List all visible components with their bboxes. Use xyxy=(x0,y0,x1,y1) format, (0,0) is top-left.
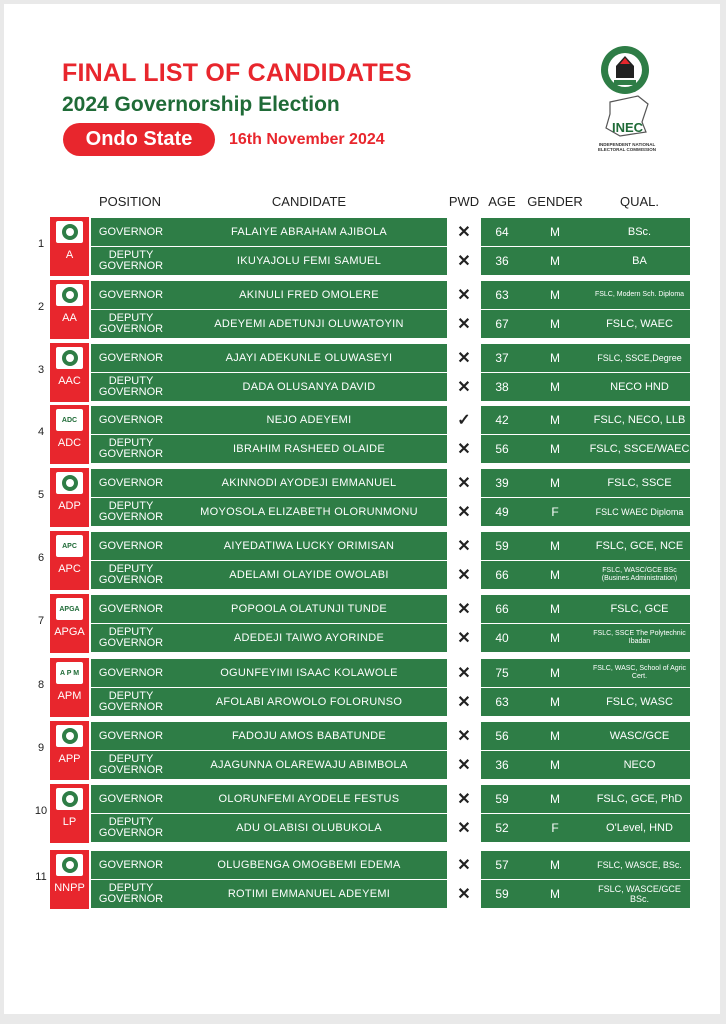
party-abbr: ADC xyxy=(57,437,82,449)
qualification-cell: FSLC, WASCE/GCE BSc. xyxy=(598,884,681,904)
inec-logo-text: INEC xyxy=(612,120,644,135)
age-cell: 75 xyxy=(495,666,509,680)
pwd-cell xyxy=(447,688,481,716)
party-row xyxy=(37,594,690,653)
party-emblem-text xyxy=(56,284,83,306)
pwd-cell xyxy=(447,851,481,879)
inec-logo-subtitle: INDEPENDENT NATIONAL ELECTORAL COMMISSION xyxy=(597,142,657,152)
pwd-cell xyxy=(447,373,481,401)
deputy-governor-line xyxy=(91,688,690,716)
party-row xyxy=(37,343,690,402)
party-emblem-icon xyxy=(56,788,83,810)
qualification-cell: FSLC, WASCE, BSc. xyxy=(597,860,682,870)
row-number: 9 xyxy=(37,742,45,754)
qualification-cell: FSLC, SSCE,Degree xyxy=(597,353,682,363)
party-emblem-icon xyxy=(56,221,83,243)
age-cell: 39 xyxy=(495,476,509,490)
party-abbr: AAC xyxy=(58,375,81,387)
pwd-mark-icon: ✕ xyxy=(457,630,471,647)
party-abbr: AA xyxy=(62,312,77,324)
deputy-governor-line xyxy=(91,814,690,842)
age-cell: 57 xyxy=(495,858,509,872)
candidate-name: ADEDEJI TAIWO AYORINDE xyxy=(233,632,385,644)
position-cell: DEPUTY GOVERNOR xyxy=(98,563,164,586)
age-cell: 52 xyxy=(495,821,509,835)
party-emblem-text xyxy=(56,472,83,494)
age-cell: 66 xyxy=(495,602,509,616)
pwd-mark-icon: ✕ xyxy=(457,253,471,270)
state-badge: Ondo State xyxy=(63,123,215,156)
gender-cell: M xyxy=(550,858,560,872)
party-block xyxy=(50,658,89,717)
pwd-cell xyxy=(447,532,481,560)
candidate-name: FADOJU AMOS BABATUNDE xyxy=(231,730,386,742)
candidate-name: ADU OLABISI OLUBUKOLA xyxy=(236,822,382,834)
position-cell: GOVERNOR xyxy=(98,351,164,364)
qualification-cell: FSLC, WASC/GCE BSc (Busines Administration) xyxy=(601,567,678,582)
gender-cell: M xyxy=(550,413,560,427)
candidate-name: IKUYAJOLU FEMI SAMUEL xyxy=(236,255,382,267)
pwd-cell xyxy=(447,247,481,275)
position-cell: DEPUTY GOVERNOR xyxy=(98,690,164,713)
age-cell: 63 xyxy=(495,695,509,709)
party-block xyxy=(50,280,89,339)
party-abbr: APP xyxy=(58,753,81,765)
pwd-mark-icon: ✕ xyxy=(457,441,471,458)
position-cell: GOVERNOR xyxy=(98,225,164,238)
deputy-governor-line xyxy=(91,435,690,463)
governor-line xyxy=(91,281,690,309)
pwd-mark-icon: ✕ xyxy=(457,504,471,521)
governor-line xyxy=(91,851,690,879)
qualification-cell: O'Level, HND xyxy=(606,822,673,834)
pwd-mark-icon: ✕ xyxy=(457,694,471,711)
governor-line xyxy=(91,532,690,560)
row-number: 6 xyxy=(37,552,45,564)
gender-cell: M xyxy=(550,442,560,456)
qualification-cell: FSLC, NECO, LLB xyxy=(593,414,686,426)
pwd-cell xyxy=(447,751,481,779)
pwd-mark-icon: ✕ xyxy=(457,601,471,618)
age-cell: 59 xyxy=(495,539,509,553)
pwd-cell xyxy=(447,659,481,687)
party-row xyxy=(37,405,690,464)
party-row xyxy=(37,280,690,339)
gender-cell: M xyxy=(550,666,560,680)
party-emblem-text: APC xyxy=(62,542,77,550)
position-cell: GOVERNOR xyxy=(98,792,164,805)
pwd-mark-icon: ✕ xyxy=(457,791,471,808)
position-cell: DEPUTY GOVERNOR xyxy=(98,375,164,398)
pwd-cell xyxy=(447,722,481,750)
position-cell: GOVERNOR xyxy=(98,858,164,871)
gender-cell: M xyxy=(550,568,560,582)
gender-cell: M xyxy=(550,758,560,772)
party-abbr: APC xyxy=(58,563,81,575)
party-emblem-icon xyxy=(56,284,83,306)
pwd-mark-icon: ✕ xyxy=(457,886,471,903)
party-block xyxy=(50,405,89,464)
party-abbr: A xyxy=(65,249,74,261)
row-number: 2 xyxy=(37,301,45,313)
party-emblem-text: APGA xyxy=(59,605,80,613)
governor-line xyxy=(91,218,690,246)
party-abbr: NNPP xyxy=(54,882,85,894)
party-row xyxy=(37,217,690,276)
position-cell: GOVERNOR xyxy=(98,288,164,301)
age-cell: 56 xyxy=(495,442,509,456)
position-cell: GOVERNOR xyxy=(98,729,164,742)
age-cell: 40 xyxy=(495,631,509,645)
qualification-cell: FSLC, GCE xyxy=(610,603,669,615)
row-number: 8 xyxy=(37,679,45,691)
document-subtitle: 2024 Governorship Election xyxy=(62,93,340,116)
party-emblem-text xyxy=(56,788,83,810)
qualification-cell: NECO xyxy=(623,759,656,771)
party-emblem-text xyxy=(56,725,83,747)
gender-cell: M xyxy=(550,792,560,806)
gender-cell: M xyxy=(550,887,560,901)
header-gender: GENDER xyxy=(527,194,583,209)
party-row xyxy=(37,468,690,527)
row-number: 10 xyxy=(34,805,48,817)
party-block xyxy=(50,594,89,653)
pwd-cell xyxy=(447,561,481,589)
age-cell: 36 xyxy=(495,758,509,772)
candidate-name: OLORUNFEMI AYODELE FESTUS xyxy=(218,793,400,805)
age-cell: 63 xyxy=(495,288,509,302)
gender-cell: M xyxy=(550,380,560,394)
qualification-cell: BSc. xyxy=(627,226,652,238)
pwd-cell xyxy=(447,344,481,372)
age-cell: 37 xyxy=(495,351,509,365)
age-cell: 59 xyxy=(495,887,509,901)
header-qual: QUAL. xyxy=(619,194,659,209)
party-emblem-icon xyxy=(56,662,83,684)
pwd-cell xyxy=(447,406,481,434)
party-emblem-icon xyxy=(56,598,83,620)
pwd-cell xyxy=(447,624,481,652)
party-block xyxy=(50,217,89,276)
candidate-name: AKINNODI AYODEJI EMMANUEL xyxy=(221,477,397,489)
position-cell: DEPUTY GOVERNOR xyxy=(98,249,164,272)
position-cell: GOVERNOR xyxy=(98,476,164,489)
party-row xyxy=(37,658,690,717)
party-abbr: APGA xyxy=(54,626,85,638)
age-cell: 36 xyxy=(495,254,509,268)
pwd-cell xyxy=(447,435,481,463)
candidate-name: AJAYI ADEKUNLE OLUWASEYI xyxy=(225,352,393,364)
row-number: 7 xyxy=(37,615,45,627)
pwd-cell xyxy=(447,310,481,338)
qualification-cell: FSLC, SSCE xyxy=(607,477,672,489)
position-cell: DEPUTY GOVERNOR xyxy=(98,816,164,839)
position-cell: GOVERNOR xyxy=(98,539,164,552)
gender-cell: M xyxy=(550,317,560,331)
qualification-cell: FSLC, WASC xyxy=(606,696,673,708)
qualification-cell: WASC/GCE xyxy=(609,730,670,742)
gender-cell: M xyxy=(550,476,560,490)
position-cell: GOVERNOR xyxy=(98,666,164,679)
candidate-name: AJAGUNNA OLAREWAJU ABIMBOLA xyxy=(210,759,408,771)
age-cell: 64 xyxy=(495,225,509,239)
position-cell: DEPUTY GOVERNOR xyxy=(98,882,164,905)
gender-cell: M xyxy=(550,602,560,616)
party-emblem-text: A P M xyxy=(59,669,80,677)
pwd-mark-icon: ✕ xyxy=(457,350,471,367)
pwd-cell xyxy=(447,469,481,497)
position-cell: DEPUTY GOVERNOR xyxy=(98,753,164,776)
pwd-cell xyxy=(447,814,481,842)
candidate-name: IBRAHIM RASHEED OLAIDE xyxy=(232,443,386,455)
deputy-governor-line xyxy=(91,624,690,652)
party-row xyxy=(34,784,690,843)
deputy-governor-line xyxy=(91,880,690,908)
candidate-name: AKINULI FRED OMOLERE xyxy=(239,289,379,301)
row-number: 11 xyxy=(35,871,47,883)
party-emblem-icon xyxy=(56,535,83,557)
position-cell: DEPUTY GOVERNOR xyxy=(98,437,164,460)
gender-cell: F xyxy=(551,821,559,835)
age-cell: 49 xyxy=(495,505,509,519)
party-emblem-text xyxy=(56,221,83,243)
pwd-mark-icon: ✕ xyxy=(457,287,471,304)
pwd-mark-icon: ✕ xyxy=(457,820,471,837)
party-abbr: ADP xyxy=(58,500,81,512)
party-emblem-text xyxy=(56,347,83,369)
position-cell: GOVERNOR xyxy=(98,602,164,615)
party-block xyxy=(50,468,89,527)
header-age: AGE xyxy=(488,194,516,209)
qualification-cell: FSLC, SSCE/WAEC xyxy=(589,443,690,455)
governor-line xyxy=(91,344,690,372)
pwd-mark-icon: ✕ xyxy=(457,224,471,241)
pwd-mark-icon: ✕ xyxy=(457,538,471,555)
deputy-governor-line xyxy=(91,498,690,526)
row-number: 4 xyxy=(37,426,45,438)
qualification-cell: BA xyxy=(632,255,647,267)
pwd-cell xyxy=(447,880,481,908)
party-row xyxy=(37,531,690,590)
party-block xyxy=(50,531,89,590)
party-emblem-icon xyxy=(56,409,83,431)
governor-line xyxy=(91,595,690,623)
qualification-cell: FSLC, WAEC xyxy=(606,318,673,330)
pwd-cell xyxy=(447,498,481,526)
gender-cell: M xyxy=(550,351,560,365)
header-position: POSITION xyxy=(98,194,162,209)
party-emblem-icon xyxy=(56,725,83,747)
pwd-mark-icon: ✕ xyxy=(457,379,471,396)
age-cell: 66 xyxy=(495,568,509,582)
party-row xyxy=(37,721,690,780)
deputy-governor-line xyxy=(91,751,690,779)
row-number: 5 xyxy=(37,489,45,501)
deputy-governor-line xyxy=(91,310,690,338)
election-date: 16th November 2024 xyxy=(229,131,385,148)
pwd-mark-icon: ✕ xyxy=(457,567,471,584)
gender-cell: M xyxy=(550,288,560,302)
header-candidate: CANDIDATE xyxy=(271,194,347,209)
governor-line xyxy=(91,469,690,497)
party-emblem-icon xyxy=(56,472,83,494)
age-cell: 42 xyxy=(495,413,509,427)
age-cell: 59 xyxy=(495,792,509,806)
pwd-mark-icon: ✕ xyxy=(457,757,471,774)
age-cell: 56 xyxy=(495,729,509,743)
pwd-cell xyxy=(447,785,481,813)
pwd-cell xyxy=(447,281,481,309)
candidate-name: POPOOLA OLATUNJI TUNDE xyxy=(231,603,387,615)
age-cell: 67 xyxy=(495,317,509,331)
qualification-cell: NECO HND xyxy=(610,381,669,393)
candidate-name: ADELAMI OLAYIDE OWOLABI xyxy=(229,569,389,581)
governor-line xyxy=(91,659,690,687)
document-page xyxy=(4,4,720,1014)
qualification-cell: FSLC, Modern Sch. Diploma xyxy=(594,291,685,298)
deputy-governor-line xyxy=(91,247,690,275)
candidate-name: OLUGBENGA OMOGBEMI EDEMA xyxy=(217,859,401,871)
governor-line xyxy=(91,722,690,750)
governor-line xyxy=(91,785,690,813)
position-cell: DEPUTY GOVERNOR xyxy=(98,500,164,523)
pwd-cell xyxy=(447,218,481,246)
candidate-name: ADEYEMI ADETUNJI OLUWATOYIN xyxy=(214,318,404,330)
party-block xyxy=(50,721,89,780)
pwd-cell xyxy=(447,595,481,623)
deputy-governor-line xyxy=(91,373,690,401)
pwd-mark-icon: ✕ xyxy=(457,728,471,745)
party-block xyxy=(50,343,89,402)
gender-cell: M xyxy=(550,695,560,709)
qualification-cell: FSLC, GCE, NCE xyxy=(595,540,684,552)
party-abbr: LP xyxy=(62,816,77,828)
position-cell: DEPUTY GOVERNOR xyxy=(98,312,164,335)
position-cell: DEPUTY GOVERNOR xyxy=(98,626,164,649)
pwd-mark-icon: ✕ xyxy=(457,857,471,874)
candidate-name: FALAIYE ABRAHAM AJIBOLA xyxy=(230,226,388,238)
party-emblem-text: ADC xyxy=(61,416,78,424)
deputy-governor-line xyxy=(91,561,690,589)
candidate-name: NEJO ADEYEMI xyxy=(266,414,352,426)
qualification-cell: FSLC, SSCE The Polytechnic Ibadan xyxy=(593,630,686,645)
candidate-name: AFOLABI AROWOLO FOLORUNSO xyxy=(215,696,403,708)
candidate-name: ROTIMI EMMANUEL ADEYEMI xyxy=(227,888,391,900)
party-abbr: APM xyxy=(57,690,82,702)
qualification-cell: FSLC, WASC, School of Agric Cert. xyxy=(592,665,687,680)
gender-cell: M xyxy=(550,729,560,743)
document-title: FINAL LIST OF CANDIDATES xyxy=(62,59,412,87)
candidate-name: OGUNFEYIMI ISAAC KOLAWOLE xyxy=(220,667,398,679)
party-row xyxy=(35,850,690,909)
party-block xyxy=(50,784,89,843)
age-cell: 38 xyxy=(495,380,509,394)
party-emblem-text xyxy=(56,854,83,876)
gender-cell: M xyxy=(550,254,560,268)
header-pwd: PWD xyxy=(448,194,480,209)
qualification-cell: FSLC WAEC Diploma xyxy=(595,507,684,517)
qualification-cell: FSLC, GCE, PhD xyxy=(596,793,683,805)
party-block xyxy=(50,850,89,909)
row-number: 3 xyxy=(37,364,45,376)
governor-line xyxy=(91,406,690,434)
gender-cell: M xyxy=(550,631,560,645)
gender-cell: F xyxy=(551,505,559,519)
candidate-name: DADA OLUSANYA DAVID xyxy=(242,381,376,393)
party-emblem-icon xyxy=(56,854,83,876)
candidate-name: MOYOSOLA ELIZABETH OLORUNMONU xyxy=(200,506,418,518)
position-cell: GOVERNOR xyxy=(98,413,164,426)
pwd-mark-icon: ✕ xyxy=(457,665,471,682)
candidate-name: AIYEDATIWA LUCKY ORIMISAN xyxy=(223,540,395,552)
gender-cell: M xyxy=(550,539,560,553)
pwd-mark-icon: ✓ xyxy=(457,412,471,429)
pwd-mark-icon: ✕ xyxy=(457,316,471,333)
pwd-mark-icon: ✕ xyxy=(457,475,471,492)
gender-cell: M xyxy=(550,225,560,239)
party-emblem-icon xyxy=(56,347,83,369)
row-number: 1 xyxy=(37,238,45,250)
